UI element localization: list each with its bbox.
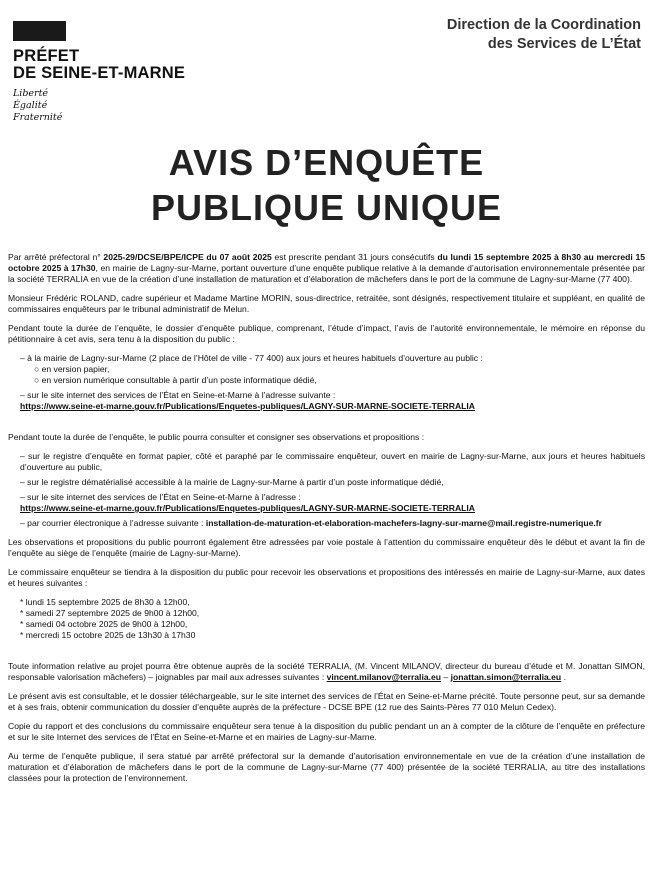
- p1-c: est prescrite pendant 31 jours consécutifs: [274, 252, 435, 262]
- direction-line-1: Direction de la Coordination: [446, 17, 641, 33]
- list-item-registre: – sur le registre d’enquête en format papier, côté et paraphé par le commissaire enquêteur, ouvert en mairie de Lagny-sur-Marne, aux jours et heures habituels d’ouverture au public,: [20, 451, 645, 472]
- email-separator: –: [441, 672, 451, 682]
- contact-text: Toute information relative au projet pourra être obtenue auprès de la société TERRALIA, (M. Vincent MILANOV, directeur du bureau d’étude et M. Jonattan SIMON, responsable valorisation mâchefers) – joignables par mail aux adresses suivantes :: [8, 661, 645, 682]
- paragraph-voie-postale: Les observations et propositions du public pourront également être adressées par voie postale à l’attention du commissaire enquêteur dès le début et avant la fin de l’enquête au siège de l’enquête (mairie de Lagny-sur-Marne).: [8, 537, 645, 558]
- list-item-demat: – sur le registre dématérialisé accessible à la mairie de Lagny-sur-Marne à partir d’un poste informatique dédié,: [20, 477, 444, 487]
- paragraph-commissaires: Monsieur Frédéric ROLAND, cadre supérieur et Madame Martine MORIN, sous-directrice, retraitée, sont désignés, respectivement titulaire et suppléant, en qualité de commissaires enquêteurs par le tribunal administratif de Melun.: [8, 293, 645, 314]
- p1-dates: du lundi 15 septembre 2025 à 8h30 au mercredi 15 octobre 2025 à 17h30: [8, 252, 645, 273]
- republic-motto: [13, 88, 62, 124]
- list-item-digital: ○ en version numérique consultable à partir d’un poste informatique dédié,: [34, 375, 317, 385]
- registre-email-link[interactable]: installation-de-maturation-et-elaboration-machefers-lagny-sur-marne@mail.registre-numerique.fr: [205, 518, 602, 528]
- permanences-list: [20, 597, 645, 641]
- motto-fraternite: Fraternité: [13, 112, 63, 123]
- motto-egalite: Égalité: [13, 100, 48, 111]
- observations-list: [20, 451, 645, 529]
- direction-line-2: des Services de L’État: [487, 36, 641, 52]
- dossier-web-link[interactable]: https://www.seine-et-marne.gouv.fr/Publications/Enquetes-publiques/LAGNY-SUR-MARNE-SOCIETE-TERRALIA: [20, 401, 476, 411]
- motto-liberte: Liberté: [13, 88, 49, 99]
- page-title: [0, 140, 653, 230]
- marianne-flag-logo: [13, 21, 66, 41]
- mail-label: – par courrier électronique à l’adresse suivante :: [20, 518, 204, 528]
- spacer: [8, 420, 645, 432]
- list-item-mairie: – à la mairie de Lagny-sur-Marne (2 place de l’Hôtel de ville - 77 400) aux jours et heures habituels d’ouverture au public :: [20, 353, 483, 363]
- title-line-1: AVIS D’ENQUÊTE: [168, 142, 485, 183]
- list-item-web2: – sur le site internet des services de l’État en Seine-et-Marne à l’adresse :: [20, 492, 301, 502]
- paragraph-observations: Pendant toute la durée de l’enquête, le public pourra consulter et consigner ses observations et propositions :: [8, 432, 425, 442]
- email-milanov-link[interactable]: vincent.milanov@terralia.eu: [326, 672, 442, 682]
- paragraph-consultation: Le présent avis est consultable, et le dossier téléchargeable, sur le site internet des services de l’État en Seine-et-Marne précité. Toute personne peut, sur sa demande et à ses frais, obtenir communication du dossier d’enquête auprès de la préfecture - DCSE BPE (12 rue des Saints-Pères 77 010 Melun Cedex).: [8, 691, 645, 712]
- paragraph-dossier: Pendant toute la durée de l’enquête, le dossier d’enquête publique, comprenant, l’étude d’impact, l’avis de l’autorité environnementale, le mémoire en réponse du pétitionnaire à cet avis, sera tenu à la disposition du public :: [8, 323, 645, 344]
- p1-a: Par arrêté préfectoral n°: [8, 252, 101, 262]
- paragraph-permanences: Le commissaire enquêteur se tiendra à la disposition du public pour recevoir les observations et propositions des intéressés en mairie de Lagny-sur-Marne, aux dates et heures suivantes :: [8, 567, 645, 588]
- direction-heading: [447, 16, 641, 54]
- spacer: [8, 649, 645, 661]
- p1-e: , en mairie de Lagny-sur-Marne, portant ouverture d’une enquête publique relative à la demande d’autorisation environnementale présentée par la société TERRALIA en vue de la création d’une installation de maturation et d’élaboration de mâchefers dans le port de la commune de Lagny-sur-Marne (77 400).: [8, 263, 645, 284]
- p1-arrete-number: 2025-29/DCSE/BPE/ICPE du 07 août 2025: [103, 252, 272, 262]
- permanence-item: * samedi 04 octobre 2025 de 9h00 à 12h00,: [20, 619, 188, 629]
- list-item-mail: [20, 518, 645, 529]
- contact-end: .: [561, 672, 566, 682]
- permanence-item: * samedi 27 septembre 2025 de 9h00 à 12h00,: [20, 608, 200, 618]
- paragraph-arrete: [8, 252, 645, 285]
- email-simon-link[interactable]: jonattan.simon@terralia.eu: [450, 672, 562, 682]
- paragraph-rapport: Copie du rapport et des conclusions du commissaire enquêteur sera tenue à la disposition du public pendant un an à compter de la clôture de l’enquête en préfecture et sur le site Internet des services de l’État en Seine-et-Marne et en mairies de Lagny-sur-Marne.: [8, 721, 645, 742]
- title-line-2: PUBLIQUE UNIQUE: [150, 187, 503, 228]
- observations-web-link[interactable]: https://www.seine-et-marne.gouv.fr/Publications/Enquetes-publiques/LAGNY-SUR-MARNE-SOCIETE-TERRALIA: [20, 503, 476, 513]
- list-item-web: – sur le site internet des services de l’État en Seine-et-Marne à l’adresse suivante :: [20, 390, 336, 400]
- permanence-item: * lundi 15 septembre 2025 de 8h30 à 12h00,: [20, 597, 190, 607]
- paragraph-contact: [8, 661, 645, 683]
- notice-body: [8, 252, 645, 792]
- list-item-paper: ○ en version papier,: [34, 364, 110, 374]
- dossier-list: [20, 353, 645, 412]
- prefect-line-2: DE SEINE-ET-MARNE: [13, 64, 186, 82]
- prefect-title: [13, 48, 185, 82]
- permanence-item: * mercredi 15 octobre 2025 de 13h30 à 17h30: [20, 630, 196, 640]
- prefect-line-1: PRÉFET: [13, 47, 80, 65]
- paragraph-decision: Au terme de l’enquête publique, il sera statué par arrêté préfectoral sur la demande d’autorisation environnementale en vue de la création d’une installation de maturation et d’élaboration de mâchefers dans le port de la commune de Lagny-sur-Marne (77 400) présentée de la société TERRALIA, au titre des installations classées pour la protection de l’environnement.: [8, 751, 645, 783]
